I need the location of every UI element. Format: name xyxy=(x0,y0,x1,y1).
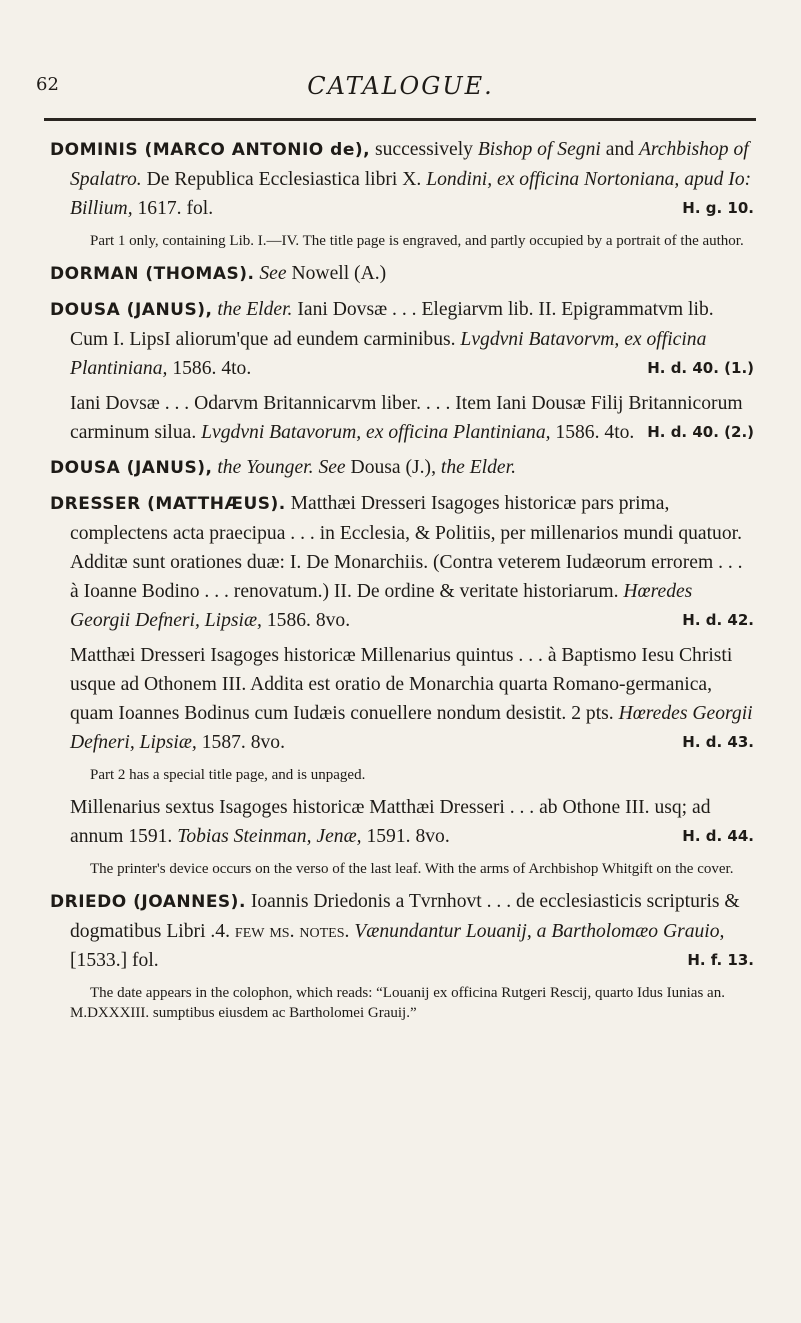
entry-heading: DRIEDO (JOANNES). xyxy=(50,892,246,912)
shelfmark: H. d. 42. xyxy=(682,611,754,629)
entry-heading: DOMINIS (MARCO ANTONIO de), xyxy=(50,140,371,160)
entry-heading: DOUSA (JANUS), xyxy=(50,300,213,320)
entry-note: Part 2 has a special title page, and is unpaged. xyxy=(90,767,366,783)
entry-dousa-younger: DOUSA (JANUS), the Younger. See Dousa (J.), the Elder. xyxy=(50,457,516,478)
entry-dousa-elder: DOUSA (JANUS), the Elder. Iani Dovsæ . . . Elegiarvm lib. II. Epigrammatvm lib. Cum I. LipsI aliorum'que ad eundem carminibus. Lvgdvni Batavorvm, ex officina Plantiniana, 1586. 4to. H. d. 40. (1.) xyxy=(50,295,754,383)
sub-entry: Matthæi Dresseri Isagoges historicæ Millenarius quintus . . . à Baptismo Iesu Christi usque ad Othonem III. Addita est oratio de Monarchia quarta Romano-germanica, quam Ioannes Bodinus cum Iudæis conuellere nondum desistit. 2 pts. Hœredes Georgii Defneri, Lipsiæ, 1587. 8vo. H. d. 43. xyxy=(50,641,754,757)
entry-driedo: DRIEDO (JOANNES). Ioannis Driedonis a Tvrnhovt . . . de ecclesiasticis scripturis & dogmatibus Libri .4. few ms. notes. Vænundantur Louanij, a Bartholomæo Grauio, [1533.] fol. H. f. 13. xyxy=(50,887,754,975)
entry-dresser: DRESSER (MATTHÆUS). Matthæi Dresseri Isagoges historicæ pars prima, complectens acta praecipua . . . in Ecclesia, & Politiis, per millenarios mundi quatuor. Additæ sunt orationes duæ: I. De Monarchiis. (Contra veterem Iudæorum errorem . . . à Ioanne Bodino . . . renovatum.) II. De ordine & veritate historiarum. Hœredes Georgii Defneri, Lipsiæ, 1586. 8vo. H. d. 42. xyxy=(50,489,754,635)
shelfmark: H. d. 40. (2.) xyxy=(647,423,754,441)
shelfmark: H. d. 43. xyxy=(682,733,754,751)
sub-entry: Millenarius sextus Isagoges historicæ Matthæi Dresseri . . . ab Othone III. usq; ad annum 1591. Tobias Steinman, Jenæ, 1591. 8vo. H. d. 44. xyxy=(50,793,754,851)
catalogue-body xyxy=(50,135,754,1031)
entry-heading: DORMAN (THOMAS). xyxy=(50,264,255,284)
page-number: 62 xyxy=(36,74,59,95)
entry-heading: DRESSER (MATTHÆUS). xyxy=(50,494,286,514)
shelfmark: H. g. 10. xyxy=(682,199,754,217)
entry-heading: DOUSA (JANUS), xyxy=(50,458,213,478)
running-title: CATALOGUE. xyxy=(307,72,494,100)
shelfmark: H. f. 13. xyxy=(687,951,754,969)
entry-dominis: DOMINIS (MARCO ANTONIO de), successively Bishop of Segni and Archbishop of Spalatro. De Republica Ecclesiastica libri X. Londini, ex officina Nortoniana, apud Io: Billium, 1617. fol. H. g. 10. xyxy=(50,135,754,223)
entry-note: The printer's device occurs on the verso of the last leaf. With the arms of Archbishop Whitgift on the cover. xyxy=(90,861,734,877)
sub-entry: Iani Dovsæ . . . Odarvm Britannicarvm liber. . . . Item Iani Dousæ Filij Britannicorum carminum silua. Lvgdvni Batavorum, ex officina Plantiniana, 1586. 4to. H. d. 40. (2.) xyxy=(50,389,754,447)
entry-note: The date appears in the colophon, which reads: “Louanij ex officina Rutgeri Rescij, quarto Idus Iunias an. M.DXXXIII. sumptibus eiusdem ac Bartholomei Grauij.” xyxy=(70,985,725,1021)
entry-dorman: DORMAN (THOMAS). See Nowell (A.) xyxy=(50,263,387,284)
shelfmark: H. d. 40. (1.) xyxy=(647,359,754,377)
header-rule xyxy=(44,118,756,121)
entry-note: Part 1 only, containing Lib. I.—IV. The title page is engraved, and partly occupied by a portrait of the author. xyxy=(90,233,744,249)
shelfmark: H. d. 44. xyxy=(682,827,754,845)
